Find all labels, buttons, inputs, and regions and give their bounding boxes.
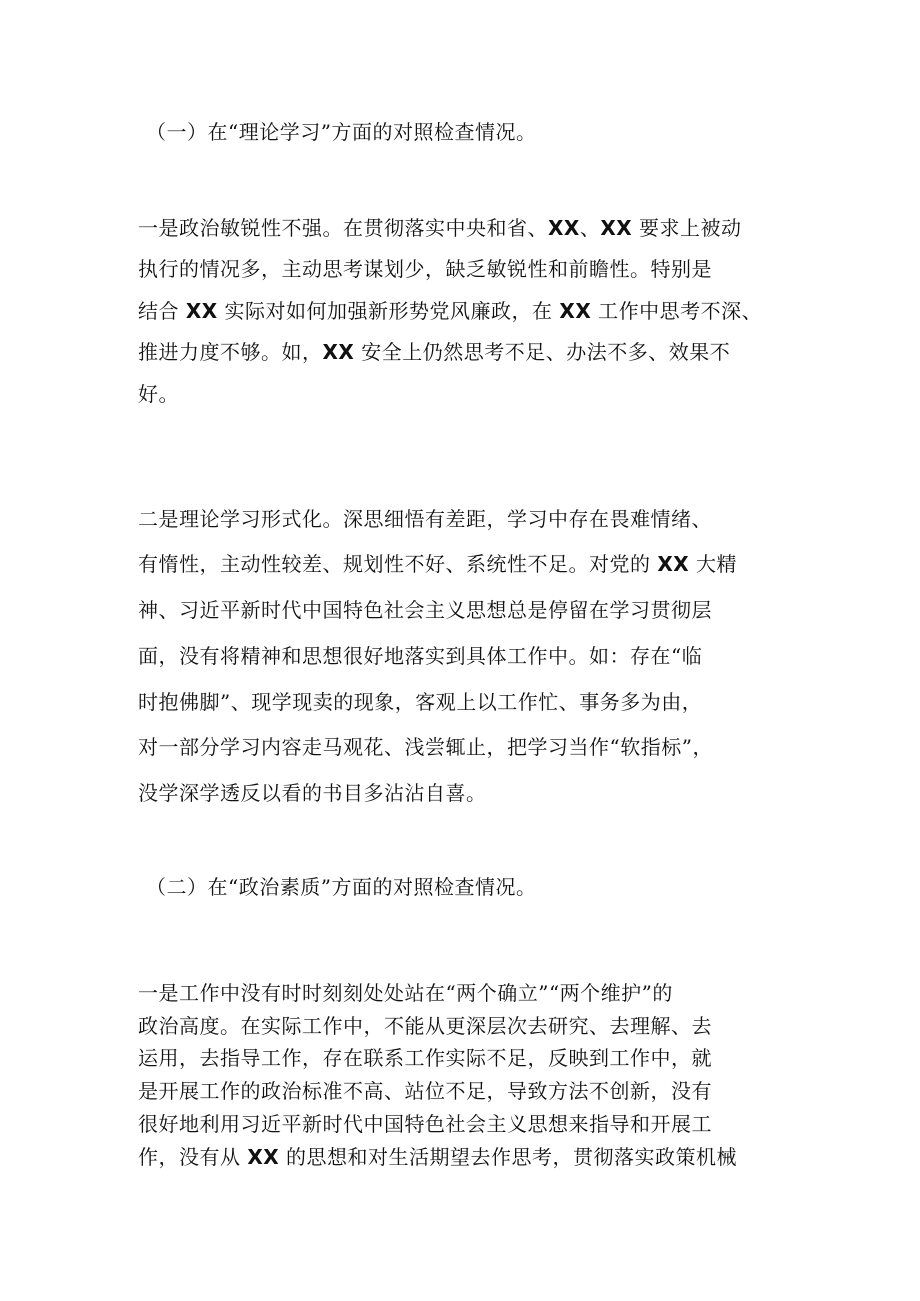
placeholder-xx: XX — [185, 299, 218, 323]
text-span: 结合 — [138, 299, 186, 323]
paragraph-line — [138, 550, 802, 578]
text-span: 一是政治敏锐性不强。在贯彻落实中央和省、 — [138, 216, 548, 240]
paragraph-line: 执行的情况多，主动思考谋划少，缺乏敏锐性和前瞻性。特别是 — [138, 257, 712, 281]
paragraph-line: 二是理论学习形式化。深思细悟有差距，学习中存在畏难情绪、 — [138, 507, 712, 531]
text-span: 作，没有从 — [138, 1145, 248, 1169]
paragraph-line: 好。 — [138, 382, 179, 406]
paragraph-line — [138, 297, 802, 325]
text-span: 、 — [579, 216, 601, 240]
text-span: 推进力度不够。如， — [138, 340, 323, 364]
paragraph-line: 一是工作中没有时时刻刻处处站在“两个确立”“两个维护”的 — [138, 981, 673, 1005]
text-span: 有惰性，主动性较差、规划性不好、系统性不足。对党的 — [138, 552, 658, 576]
paragraph-line: 是开展工作的政治标准不高、站位不足，导致方法不创新，没有 — [138, 1079, 712, 1103]
paragraph-line: 没学深学透反以看的书目多沾沾自喜。 — [138, 781, 487, 805]
text-span: 工作中思考不深、 — [591, 299, 763, 323]
paragraph-line — [138, 338, 802, 366]
placeholder-xx: XX — [548, 216, 580, 240]
paragraph-line: 政治高度。在实际工作中，不能从更深层次去研究、去理解、去 — [138, 1014, 712, 1038]
paragraph-line: 面，没有将精神和思想很好地落实到具体工作中。如：存在“临 — [138, 644, 703, 668]
paragraph-line: 对一部分学习内容走马观花、浅尝辄止，把学习当作“软指标”， — [138, 735, 713, 759]
paragraph-line — [138, 214, 802, 242]
paragraph-line: 很好地利用习近平新时代中国特色社会主义思想来指导和开展工 — [138, 1112, 712, 1136]
paragraph-line: 运用，去指导工作，存在联系工作实际不足，反映到工作中，就 — [138, 1046, 712, 1070]
placeholder-xx: XX — [247, 1145, 280, 1169]
section-heading-theory-study: （一）在“理论学习”方面的对照检查情况。 — [146, 120, 537, 144]
text-span: 安全上仍然思考不足、办法不多、效果不 — [354, 340, 731, 364]
text-span: 实际对如何加强新形势党风廉政，在 — [217, 299, 560, 323]
placeholder-xx: XX — [600, 216, 633, 240]
placeholder-xx: XX — [322, 340, 355, 364]
placeholder-xx: XX — [559, 299, 592, 323]
text-span: 的思想和对生活期望去作思考，贯彻落实政策机械 — [279, 1145, 738, 1169]
section-heading-political-quality: （二）在“政治素质”方面的对照检查情况。 — [146, 875, 537, 899]
paragraph-line — [138, 1144, 802, 1170]
paragraph-line: 时抱佛脚”、现学现卖的现象，客观上以工作忙、事务多为由， — [138, 690, 703, 714]
placeholder-xx: XX — [657, 552, 690, 576]
text-span: 要求上被动 — [632, 216, 742, 240]
paragraph-line: 神、习近平新时代中国特色社会主义思想总是停留在学习贯彻层 — [138, 598, 712, 622]
text-span: 大精 — [689, 552, 738, 576]
